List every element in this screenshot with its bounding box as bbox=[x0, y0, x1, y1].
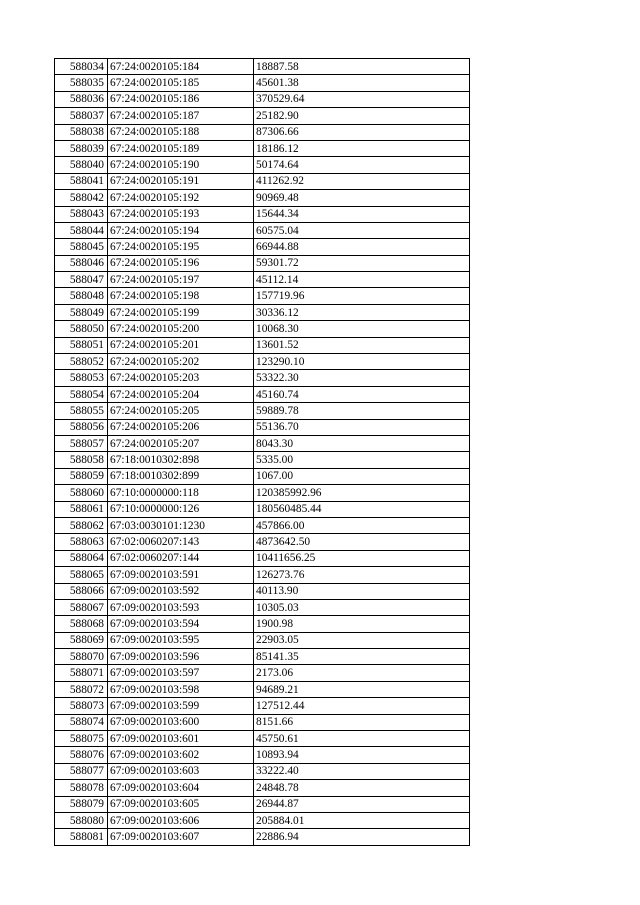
table-row bbox=[55, 222, 470, 238]
table-row bbox=[55, 763, 470, 779]
cadastral-number-cell: 67:09:0020103:596 bbox=[108, 649, 254, 665]
value-cell: 411262.92 bbox=[254, 173, 470, 189]
value-cell: 94689.21 bbox=[254, 681, 470, 697]
row-id-cell: 588045 bbox=[55, 239, 108, 255]
value-cell: 10305.03 bbox=[254, 599, 470, 615]
table-row bbox=[55, 829, 470, 845]
row-id-cell: 588075 bbox=[55, 731, 108, 747]
table-row bbox=[55, 321, 470, 337]
row-id-cell: 588072 bbox=[55, 681, 108, 697]
table-row bbox=[55, 239, 470, 255]
cadastral-number-cell: 67:09:0020103:607 bbox=[108, 829, 254, 845]
table-row bbox=[55, 452, 470, 468]
table-row bbox=[55, 403, 470, 419]
cadastral-number-cell: 67:18:0010302:899 bbox=[108, 468, 254, 484]
cadastral-number-cell: 67:24:0020105:198 bbox=[108, 288, 254, 304]
table-row bbox=[55, 272, 470, 288]
cadastral-number-cell: 67:09:0020103:605 bbox=[108, 796, 254, 812]
cadastral-number-cell: 67:24:0020105:195 bbox=[108, 239, 254, 255]
cadastral-number-cell: 67:24:0020105:206 bbox=[108, 419, 254, 435]
row-id-cell: 588068 bbox=[55, 616, 108, 632]
cadastral-number-cell: 67:24:0020105:192 bbox=[108, 190, 254, 206]
table-row bbox=[55, 288, 470, 304]
row-id-cell: 588058 bbox=[55, 452, 108, 468]
value-cell: 120385992.96 bbox=[254, 485, 470, 501]
table-row bbox=[55, 206, 470, 222]
table-row bbox=[55, 534, 470, 550]
table-row bbox=[55, 386, 470, 402]
cadastral-number-cell: 67:24:0020105:190 bbox=[108, 157, 254, 173]
row-id-cell: 588070 bbox=[55, 649, 108, 665]
row-id-cell: 588077 bbox=[55, 763, 108, 779]
value-cell: 10411656.25 bbox=[254, 550, 470, 566]
value-cell: 45112.14 bbox=[254, 272, 470, 288]
value-cell: 8151.66 bbox=[254, 714, 470, 730]
value-cell: 60575.04 bbox=[254, 222, 470, 238]
table-row bbox=[55, 157, 470, 173]
table-row bbox=[55, 435, 470, 451]
cadastral-number-cell: 67:09:0020103:592 bbox=[108, 583, 254, 599]
table-row bbox=[55, 140, 470, 156]
row-id-cell: 588059 bbox=[55, 468, 108, 484]
cadastral-number-cell: 67:09:0020103:606 bbox=[108, 812, 254, 828]
cadastral-number-cell: 67:24:0020105:187 bbox=[108, 108, 254, 124]
table-row bbox=[55, 501, 470, 517]
value-cell: 87306.66 bbox=[254, 124, 470, 140]
value-cell: 180560485.44 bbox=[254, 501, 470, 517]
row-id-cell: 588065 bbox=[55, 567, 108, 583]
cadastral-number-cell: 67:02:0060207:144 bbox=[108, 550, 254, 566]
value-cell: 50174.64 bbox=[254, 157, 470, 173]
table-row bbox=[55, 681, 470, 697]
table-row bbox=[55, 599, 470, 615]
value-cell: 18887.58 bbox=[254, 59, 470, 75]
cadastral-number-cell: 67:09:0020103:591 bbox=[108, 567, 254, 583]
row-id-cell: 588052 bbox=[55, 354, 108, 370]
row-id-cell: 588055 bbox=[55, 403, 108, 419]
value-cell: 59301.72 bbox=[254, 255, 470, 271]
table-row bbox=[55, 354, 470, 370]
value-cell: 10893.94 bbox=[254, 747, 470, 763]
cadastral-number-cell: 67:24:0020105:194 bbox=[108, 222, 254, 238]
table-row bbox=[55, 75, 470, 91]
data-table bbox=[54, 58, 470, 846]
cadastral-number-cell: 67:24:0020105:189 bbox=[108, 140, 254, 156]
cadastral-number-cell: 67:24:0020105:185 bbox=[108, 75, 254, 91]
row-id-cell: 588046 bbox=[55, 255, 108, 271]
row-id-cell: 588063 bbox=[55, 534, 108, 550]
table-row bbox=[55, 583, 470, 599]
cadastral-number-cell: 67:24:0020105:204 bbox=[108, 386, 254, 402]
row-id-cell: 588037 bbox=[55, 108, 108, 124]
table-row bbox=[55, 304, 470, 320]
table-row bbox=[55, 649, 470, 665]
table-row bbox=[55, 485, 470, 501]
value-cell: 123290.10 bbox=[254, 354, 470, 370]
value-cell: 53322.30 bbox=[254, 370, 470, 386]
row-id-cell: 588048 bbox=[55, 288, 108, 304]
table-row bbox=[55, 796, 470, 812]
row-id-cell: 588062 bbox=[55, 517, 108, 533]
value-cell: 26944.87 bbox=[254, 796, 470, 812]
row-id-cell: 588038 bbox=[55, 124, 108, 140]
value-cell: 13601.52 bbox=[254, 337, 470, 353]
cadastral-number-cell: 67:09:0020103:598 bbox=[108, 681, 254, 697]
cadastral-number-cell: 67:24:0020105:191 bbox=[108, 173, 254, 189]
table-row bbox=[55, 698, 470, 714]
cadastral-number-cell: 67:24:0020105:200 bbox=[108, 321, 254, 337]
table-row bbox=[55, 419, 470, 435]
table-row bbox=[55, 59, 470, 75]
row-id-cell: 588056 bbox=[55, 419, 108, 435]
cadastral-number-cell: 67:18:0010302:898 bbox=[108, 452, 254, 468]
value-cell: 2173.06 bbox=[254, 665, 470, 681]
cadastral-number-cell: 67:24:0020105:207 bbox=[108, 435, 254, 451]
cadastral-number-cell: 67:09:0020103:599 bbox=[108, 698, 254, 714]
cadastral-number-cell: 67:02:0060207:143 bbox=[108, 534, 254, 550]
row-id-cell: 588061 bbox=[55, 501, 108, 517]
value-cell: 40113.90 bbox=[254, 583, 470, 599]
table-row bbox=[55, 665, 470, 681]
value-cell: 33222.40 bbox=[254, 763, 470, 779]
row-id-cell: 588047 bbox=[55, 272, 108, 288]
value-cell: 157719.96 bbox=[254, 288, 470, 304]
row-id-cell: 588040 bbox=[55, 157, 108, 173]
value-cell: 1067.00 bbox=[254, 468, 470, 484]
cadastral-number-cell: 67:24:0020105:196 bbox=[108, 255, 254, 271]
row-id-cell: 588079 bbox=[55, 796, 108, 812]
table-row bbox=[55, 731, 470, 747]
cadastral-number-cell: 67:10:0000000:118 bbox=[108, 485, 254, 501]
value-cell: 127512.44 bbox=[254, 698, 470, 714]
table-row bbox=[55, 714, 470, 730]
table-row bbox=[55, 632, 470, 648]
cadastral-number-cell: 67:09:0020103:597 bbox=[108, 665, 254, 681]
value-cell: 1900.98 bbox=[254, 616, 470, 632]
row-id-cell: 588034 bbox=[55, 59, 108, 75]
cadastral-number-cell: 67:09:0020103:602 bbox=[108, 747, 254, 763]
row-id-cell: 588067 bbox=[55, 599, 108, 615]
value-cell: 45160.74 bbox=[254, 386, 470, 402]
row-id-cell: 588049 bbox=[55, 304, 108, 320]
row-id-cell: 588076 bbox=[55, 747, 108, 763]
value-cell: 55136.70 bbox=[254, 419, 470, 435]
row-id-cell: 588071 bbox=[55, 665, 108, 681]
cadastral-number-cell: 67:24:0020105:184 bbox=[108, 59, 254, 75]
table-row bbox=[55, 747, 470, 763]
cadastral-number-cell: 67:09:0020103:600 bbox=[108, 714, 254, 730]
value-cell: 205884.01 bbox=[254, 812, 470, 828]
value-cell: 18186.12 bbox=[254, 140, 470, 156]
row-id-cell: 588073 bbox=[55, 698, 108, 714]
cadastral-number-cell: 67:24:0020105:188 bbox=[108, 124, 254, 140]
table-row bbox=[55, 780, 470, 796]
table-body bbox=[55, 59, 470, 846]
row-id-cell: 588081 bbox=[55, 829, 108, 845]
table-row bbox=[55, 108, 470, 124]
row-id-cell: 588042 bbox=[55, 190, 108, 206]
cadastral-number-cell: 67:24:0020105:203 bbox=[108, 370, 254, 386]
row-id-cell: 588074 bbox=[55, 714, 108, 730]
table-row bbox=[55, 173, 470, 189]
value-cell: 25182.90 bbox=[254, 108, 470, 124]
row-id-cell: 588043 bbox=[55, 206, 108, 222]
value-cell: 10068.30 bbox=[254, 321, 470, 337]
row-id-cell: 588057 bbox=[55, 435, 108, 451]
cadastral-number-cell: 67:24:0020105:186 bbox=[108, 91, 254, 107]
row-id-cell: 588041 bbox=[55, 173, 108, 189]
value-cell: 30336.12 bbox=[254, 304, 470, 320]
row-id-cell: 588036 bbox=[55, 91, 108, 107]
value-cell: 5335.00 bbox=[254, 452, 470, 468]
cadastral-number-cell: 67:24:0020105:199 bbox=[108, 304, 254, 320]
value-cell: 22903.05 bbox=[254, 632, 470, 648]
cadastral-number-cell: 67:24:0020105:205 bbox=[108, 403, 254, 419]
cadastral-number-cell: 67:03:0030101:1230 bbox=[108, 517, 254, 533]
row-id-cell: 588080 bbox=[55, 812, 108, 828]
table-row bbox=[55, 567, 470, 583]
cadastral-number-cell: 67:10:0000000:126 bbox=[108, 501, 254, 517]
table-row bbox=[55, 91, 470, 107]
table-row bbox=[55, 517, 470, 533]
cadastral-number-cell: 67:09:0020103:604 bbox=[108, 780, 254, 796]
value-cell: 370529.64 bbox=[254, 91, 470, 107]
value-cell: 8043.30 bbox=[254, 435, 470, 451]
value-cell: 126273.76 bbox=[254, 567, 470, 583]
row-id-cell: 588053 bbox=[55, 370, 108, 386]
cadastral-number-cell: 67:24:0020105:193 bbox=[108, 206, 254, 222]
row-id-cell: 588050 bbox=[55, 321, 108, 337]
cadastral-number-cell: 67:09:0020103:594 bbox=[108, 616, 254, 632]
table-row bbox=[55, 812, 470, 828]
table-row bbox=[55, 468, 470, 484]
cadastral-number-cell: 67:24:0020105:201 bbox=[108, 337, 254, 353]
table-row bbox=[55, 550, 470, 566]
value-cell: 22886.94 bbox=[254, 829, 470, 845]
value-cell: 90969.48 bbox=[254, 190, 470, 206]
cadastral-number-cell: 67:09:0020103:593 bbox=[108, 599, 254, 615]
table-row bbox=[55, 616, 470, 632]
value-cell: 15644.34 bbox=[254, 206, 470, 222]
value-cell: 457866.00 bbox=[254, 517, 470, 533]
cadastral-number-cell: 67:09:0020103:595 bbox=[108, 632, 254, 648]
value-cell: 59889.78 bbox=[254, 403, 470, 419]
cadastral-number-cell: 67:24:0020105:202 bbox=[108, 354, 254, 370]
table-row bbox=[55, 190, 470, 206]
cadastral-number-cell: 67:09:0020103:601 bbox=[108, 731, 254, 747]
value-cell: 45601.38 bbox=[254, 75, 470, 91]
row-id-cell: 588066 bbox=[55, 583, 108, 599]
cadastral-number-cell: 67:09:0020103:603 bbox=[108, 763, 254, 779]
table-row bbox=[55, 124, 470, 140]
row-id-cell: 588051 bbox=[55, 337, 108, 353]
row-id-cell: 588078 bbox=[55, 780, 108, 796]
value-cell: 4873642.50 bbox=[254, 534, 470, 550]
value-cell: 45750.61 bbox=[254, 731, 470, 747]
table-row bbox=[55, 255, 470, 271]
row-id-cell: 588069 bbox=[55, 632, 108, 648]
row-id-cell: 588044 bbox=[55, 222, 108, 238]
value-cell: 66944.88 bbox=[254, 239, 470, 255]
row-id-cell: 588054 bbox=[55, 386, 108, 402]
row-id-cell: 588039 bbox=[55, 140, 108, 156]
row-id-cell: 588035 bbox=[55, 75, 108, 91]
row-id-cell: 588064 bbox=[55, 550, 108, 566]
table-row bbox=[55, 370, 470, 386]
row-id-cell: 588060 bbox=[55, 485, 108, 501]
table-row bbox=[55, 337, 470, 353]
value-cell: 24848.78 bbox=[254, 780, 470, 796]
value-cell: 85141.35 bbox=[254, 649, 470, 665]
cadastral-number-cell: 67:24:0020105:197 bbox=[108, 272, 254, 288]
